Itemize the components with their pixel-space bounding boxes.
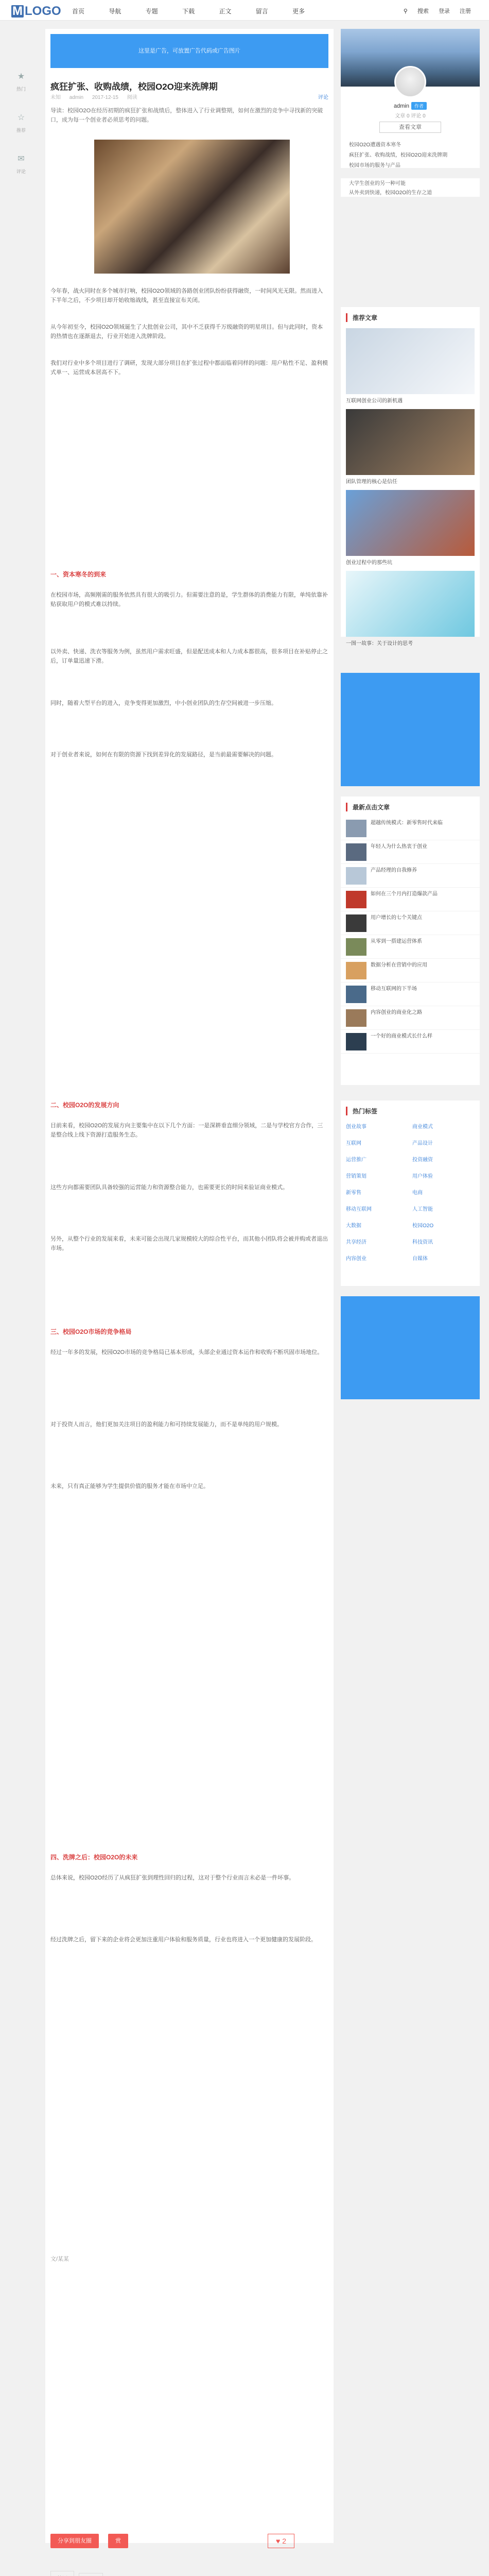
article-meta bbox=[50, 93, 145, 100]
article-paragraph: 对于投资人而言，他们更加关注项目的盈利能力和可持续发展能力，而不是单纯的用户规模。 bbox=[50, 1421, 283, 1428]
meta-comments-link[interactable]: 评论 bbox=[318, 95, 328, 100]
list-item-title: 年轻人为什么热衷于创业 bbox=[371, 844, 427, 850]
article-paragraph: 未来，只有真正能够为学生提供价值的服务才能在市场中立足。 bbox=[50, 1483, 209, 1489]
list-thumb bbox=[346, 962, 366, 979]
hot-tags-widget bbox=[341, 1100, 480, 1286]
profile-article-link[interactable]: 校园O2O遭遇资本寒冬 bbox=[349, 142, 401, 148]
avatar[interactable] bbox=[394, 66, 426, 98]
list-item-title: 数据分析在营销中的应用 bbox=[371, 962, 427, 968]
list-thumb bbox=[346, 867, 366, 885]
article-paragraph: 总体来说，校园O2O经历了从疯狂扩张到理性回归的过程，这对于整个行业而言未必是一件坏事。 bbox=[50, 1875, 295, 1881]
article-paragraph: 从今年初至今，校园O2O领域诞生了大批创业公司，其中不乏获得千万级融资的明星项目。但与此同时，资本的热情也在逐渐退去，行业开始进入洗牌阶段。 bbox=[50, 324, 323, 340]
recommend-thumb bbox=[346, 409, 475, 475]
article-paragraph: 这些方向都需要团队具备较强的运营能力和资源整合能力，也需要更长的时间来验证商业模式。 bbox=[50, 1184, 288, 1191]
nav-item[interactable]: 专题 bbox=[145, 8, 158, 15]
list-item[interactable] bbox=[341, 982, 480, 1006]
hot-tag[interactable]: 新零售 bbox=[346, 1190, 361, 1196]
nav-item[interactable]: 首页 bbox=[72, 8, 85, 15]
list-thumb bbox=[346, 820, 366, 837]
tag-link[interactable] bbox=[79, 2573, 103, 2576]
list-thumb bbox=[346, 914, 366, 932]
profile-article-link[interactable]: 从外卖到快递，校园O2O的生存之道 bbox=[349, 190, 432, 196]
list-item-title: 用户增长的七个关键点 bbox=[371, 915, 422, 921]
section-heading: 三、校园O2O市场的竞争格局 bbox=[50, 1328, 132, 1335]
comment-icon[interactable]: ✉ bbox=[18, 155, 25, 163]
recommend-thumb bbox=[346, 328, 475, 394]
profile-more-links bbox=[341, 178, 480, 197]
list-thumb bbox=[346, 938, 366, 956]
meta-category[interactable]: 未知 bbox=[50, 95, 61, 100]
profile-article-list bbox=[341, 140, 480, 171]
profile-name-line bbox=[341, 102, 480, 110]
main-nav bbox=[72, 7, 327, 15]
nav-item[interactable]: 下载 bbox=[182, 8, 195, 15]
hot-tag[interactable]: 用户体验 bbox=[412, 1174, 433, 1179]
article-tags bbox=[50, 2571, 106, 2576]
article-paragraph: 目前来看，校园O2O的发展方向主要集中在以下几个方面：一是深耕垂直细分领域，二是与学校官方合作，三是整合线上线下资源打造服务生态。 bbox=[50, 1123, 323, 1138]
nav-item[interactable]: 导航 bbox=[109, 8, 121, 15]
article-paragraph: 今年春，战火同时在多个城市打响，校园O2O领域的各路创业团队纷纷获得融资，一时间风光无限。然而进入下半年之后，不少项目却开始收缩战线，甚至直接宣布关闭。 bbox=[50, 288, 323, 303]
recommend-caption: 团队管理的核心是信任 bbox=[346, 479, 397, 485]
like-count: 2 bbox=[282, 2537, 286, 2545]
star-icon[interactable]: ☆ bbox=[17, 113, 25, 122]
list-item[interactable] bbox=[341, 888, 480, 911]
hot-tag[interactable]: 内容创业 bbox=[346, 1256, 366, 1262]
author-profile-card bbox=[341, 29, 480, 168]
recommend-item[interactable] bbox=[346, 328, 475, 404]
list-item-title: 超越传统模式：新零售时代来临 bbox=[371, 820, 443, 826]
hot-tag[interactable]: 商业模式 bbox=[412, 1124, 433, 1130]
top-ad-banner[interactable]: 这里是广告，可放置广告代码或广告图片 bbox=[50, 34, 328, 68]
article-title: 疯狂扩张、收购战绩，校园O2O迎来洗牌期 bbox=[50, 82, 218, 92]
meta-date: 2017-12-15 bbox=[92, 95, 118, 100]
view-articles-button[interactable]: 查看文章 bbox=[379, 122, 441, 133]
sidebar-ad-2[interactable] bbox=[341, 1296, 480, 1399]
site-logo[interactable] bbox=[11, 4, 61, 19]
tag-link[interactable] bbox=[50, 2571, 74, 2576]
list-item-title: 内容创业的商业化之路 bbox=[371, 1010, 422, 1015]
share-button[interactable]: 分享到朋友圈 bbox=[50, 2534, 99, 2548]
hot-tags-grid bbox=[341, 1121, 480, 1266]
hot-tag[interactable]: 电商 bbox=[412, 1190, 423, 1196]
hot-tags-title: 热门标签 bbox=[346, 1107, 480, 1115]
recommend-item[interactable] bbox=[346, 490, 475, 566]
article-paragraph: 经过洗牌之后，留下来的企业将会更加注重用户体验和服务质量，行业也将进入一个更加健康的发展阶段。 bbox=[50, 1937, 317, 1943]
recommend-caption: 一图一故事：关于设计的思考 bbox=[346, 641, 413, 647]
like-button[interactable]: ♥ 2 bbox=[268, 2534, 294, 2548]
list-item-title: 移动互联网的下半场 bbox=[371, 986, 417, 992]
article-paragraph: 以外卖、快递、洗衣等服务为例，虽然用户需求旺盛，但是配送成本和人力成本都很高，很多项目在补贴停止之后，订单量迅速下滑。 bbox=[50, 649, 328, 664]
recommend-caption: 互联网创业公司的新机遇 bbox=[346, 398, 403, 404]
section-heading: 二、校园O2O的发展方向 bbox=[50, 1101, 119, 1109]
recommend-title: 推荐文章 bbox=[346, 313, 475, 322]
register-link[interactable]: 注册 bbox=[460, 8, 471, 14]
list-item-title: 从零到一搭建运营体系 bbox=[371, 939, 422, 944]
search-link[interactable]: ⚲ 搜索 bbox=[403, 8, 429, 14]
list-item-title: 一个好的商业模式长什么样 bbox=[371, 1033, 432, 1039]
hot-tag[interactable]: 大数据 bbox=[346, 1223, 361, 1229]
article-paragraph: 另外，从整个行业的发展来看，未来可能会出现几家规模较大的综合性平台，而其他小团队将会被并购或者退出市场。 bbox=[50, 1236, 328, 1251]
profile-stats: 文章 0 评论 0 bbox=[395, 113, 426, 119]
left-label: 评论 bbox=[16, 169, 26, 174]
section-heading: 一、资本寒冬的到来 bbox=[50, 571, 107, 578]
latest-title: 最新点击文章 bbox=[346, 803, 480, 811]
left-label: 推荐 bbox=[16, 128, 26, 133]
article-paragraph: 同时，随着大型平台的进入，竞争变得更加激烈，中小创业团队的生存空间被进一步压缩。 bbox=[50, 700, 277, 706]
profile-badge: 作者 bbox=[411, 102, 427, 110]
hot-tag[interactable]: 人工智能 bbox=[412, 1207, 433, 1212]
nav-item[interactable]: 留言 bbox=[255, 8, 268, 15]
list-item-title: 如何在三个月内打造爆款产品 bbox=[371, 891, 438, 897]
recommend-item[interactable] bbox=[346, 409, 475, 485]
list-item[interactable] bbox=[341, 817, 480, 840]
top-navbar bbox=[0, 0, 489, 21]
list-item[interactable] bbox=[341, 935, 480, 959]
search-label: 搜索 bbox=[417, 8, 429, 14]
login-link[interactable]: 登录 bbox=[438, 8, 450, 14]
logo-mark: M bbox=[12, 4, 23, 18]
list-thumb bbox=[346, 1009, 366, 1027]
recommend-thumb bbox=[346, 571, 475, 637]
profile-name[interactable]: admin bbox=[394, 103, 409, 109]
hot-tag[interactable]: 校园O2O bbox=[412, 1223, 434, 1229]
recommend-caption: 创业过程中的那些坑 bbox=[346, 560, 392, 566]
left-label: 热门 bbox=[16, 87, 26, 92]
hot-tag[interactable]: 自媒体 bbox=[412, 1256, 428, 1262]
latest-list bbox=[341, 817, 480, 1054]
fire-icon[interactable]: ★ bbox=[17, 72, 25, 81]
list-thumb bbox=[346, 986, 366, 1003]
hot-tag[interactable]: 产品设计 bbox=[412, 1141, 433, 1146]
hot-tag[interactable]: 运营推广 bbox=[346, 1157, 366, 1163]
section-heading: 四、洗牌之后：校园O2O的未来 bbox=[50, 1854, 138, 1861]
article-paragraph: 我们对行业中多个项目进行了调研，发现大部分项目在扩张过程中都面临着同样的问题：用户粘性不足、盈利模式单一、运营成本居高不下。 bbox=[50, 360, 328, 376]
hot-tag[interactable]: 创业故事 bbox=[346, 1124, 366, 1130]
sidebar-ad[interactable] bbox=[341, 673, 480, 786]
meta-views: 阅读 bbox=[127, 95, 137, 100]
recommend-item[interactable] bbox=[346, 571, 475, 647]
hot-tag[interactable]: 营销策划 bbox=[346, 1174, 366, 1179]
list-thumb bbox=[346, 843, 366, 861]
hot-tag[interactable]: 共享经济 bbox=[346, 1240, 366, 1245]
article-hero-image bbox=[94, 140, 290, 274]
nav-item[interactable]: 正文 bbox=[219, 8, 232, 15]
list-item-title: 产品经理的自我修养 bbox=[371, 868, 417, 873]
recommend-widget bbox=[341, 307, 480, 647]
recommend-thumb bbox=[346, 490, 475, 556]
list-item[interactable] bbox=[341, 840, 480, 864]
article-paragraph: 经过一年多的发展，校园O2O市场的竞争格局已基本形成，头部企业通过资本运作和收购不断巩固市场地位。 bbox=[50, 1349, 323, 1355]
list-item[interactable] bbox=[341, 911, 480, 935]
meta-author[interactable]: admin bbox=[69, 95, 84, 100]
hot-tag[interactable]: 互联网 bbox=[346, 1141, 361, 1146]
reward-button[interactable]: 赏 bbox=[108, 2534, 128, 2548]
top-actions bbox=[395, 7, 471, 15]
logo-text: LOGO bbox=[25, 4, 61, 18]
list-item[interactable] bbox=[341, 864, 480, 888]
list-item[interactable] bbox=[341, 1006, 480, 1030]
article-source: 文/某某 bbox=[50, 2256, 69, 2262]
list-thumb bbox=[346, 1033, 366, 1050]
article-lead: 导读：校园O2O在经历初期的疯狂扩张和战绩后，整体进入了行业调整期，如何在激烈的竞争中寻找新的突破口，成为每一个创业者必须思考的问题。 bbox=[50, 108, 323, 123]
hot-tag[interactable]: 移动互联网 bbox=[346, 1207, 372, 1212]
profile-article-link[interactable]: 大学生创业的另一种可能 bbox=[349, 181, 406, 187]
article-paragraph: 在校园市场，高频刚需的服务依然具有很大的吸引力。但需要注意的是，学生群体的消费能力有限，单纯依靠补贴获取用户的模式难以持续。 bbox=[50, 592, 328, 607]
profile-article-link[interactable]: 校园市场的服务与产品 bbox=[349, 163, 400, 168]
hot-tag[interactable]: 科技资讯 bbox=[412, 1240, 433, 1245]
nav-item[interactable]: 更多 bbox=[292, 8, 305, 15]
latest-widget bbox=[341, 796, 480, 1085]
article-paragraph: 对于创业者来说，如何在有限的资源下找到差异化的发展路径，是当前最需要解决的问题。 bbox=[50, 752, 277, 758]
list-item[interactable] bbox=[341, 959, 480, 982]
article-main bbox=[45, 29, 334, 2543]
profile-article-link[interactable]: 疯狂扩张、收购战绩，校园O2O迎来洗牌期 bbox=[349, 152, 448, 158]
list-thumb bbox=[346, 891, 366, 908]
hot-tag[interactable]: 投资融资 bbox=[412, 1157, 433, 1163]
list-item[interactable] bbox=[341, 1030, 480, 1054]
left-float-bar bbox=[13, 71, 29, 195]
